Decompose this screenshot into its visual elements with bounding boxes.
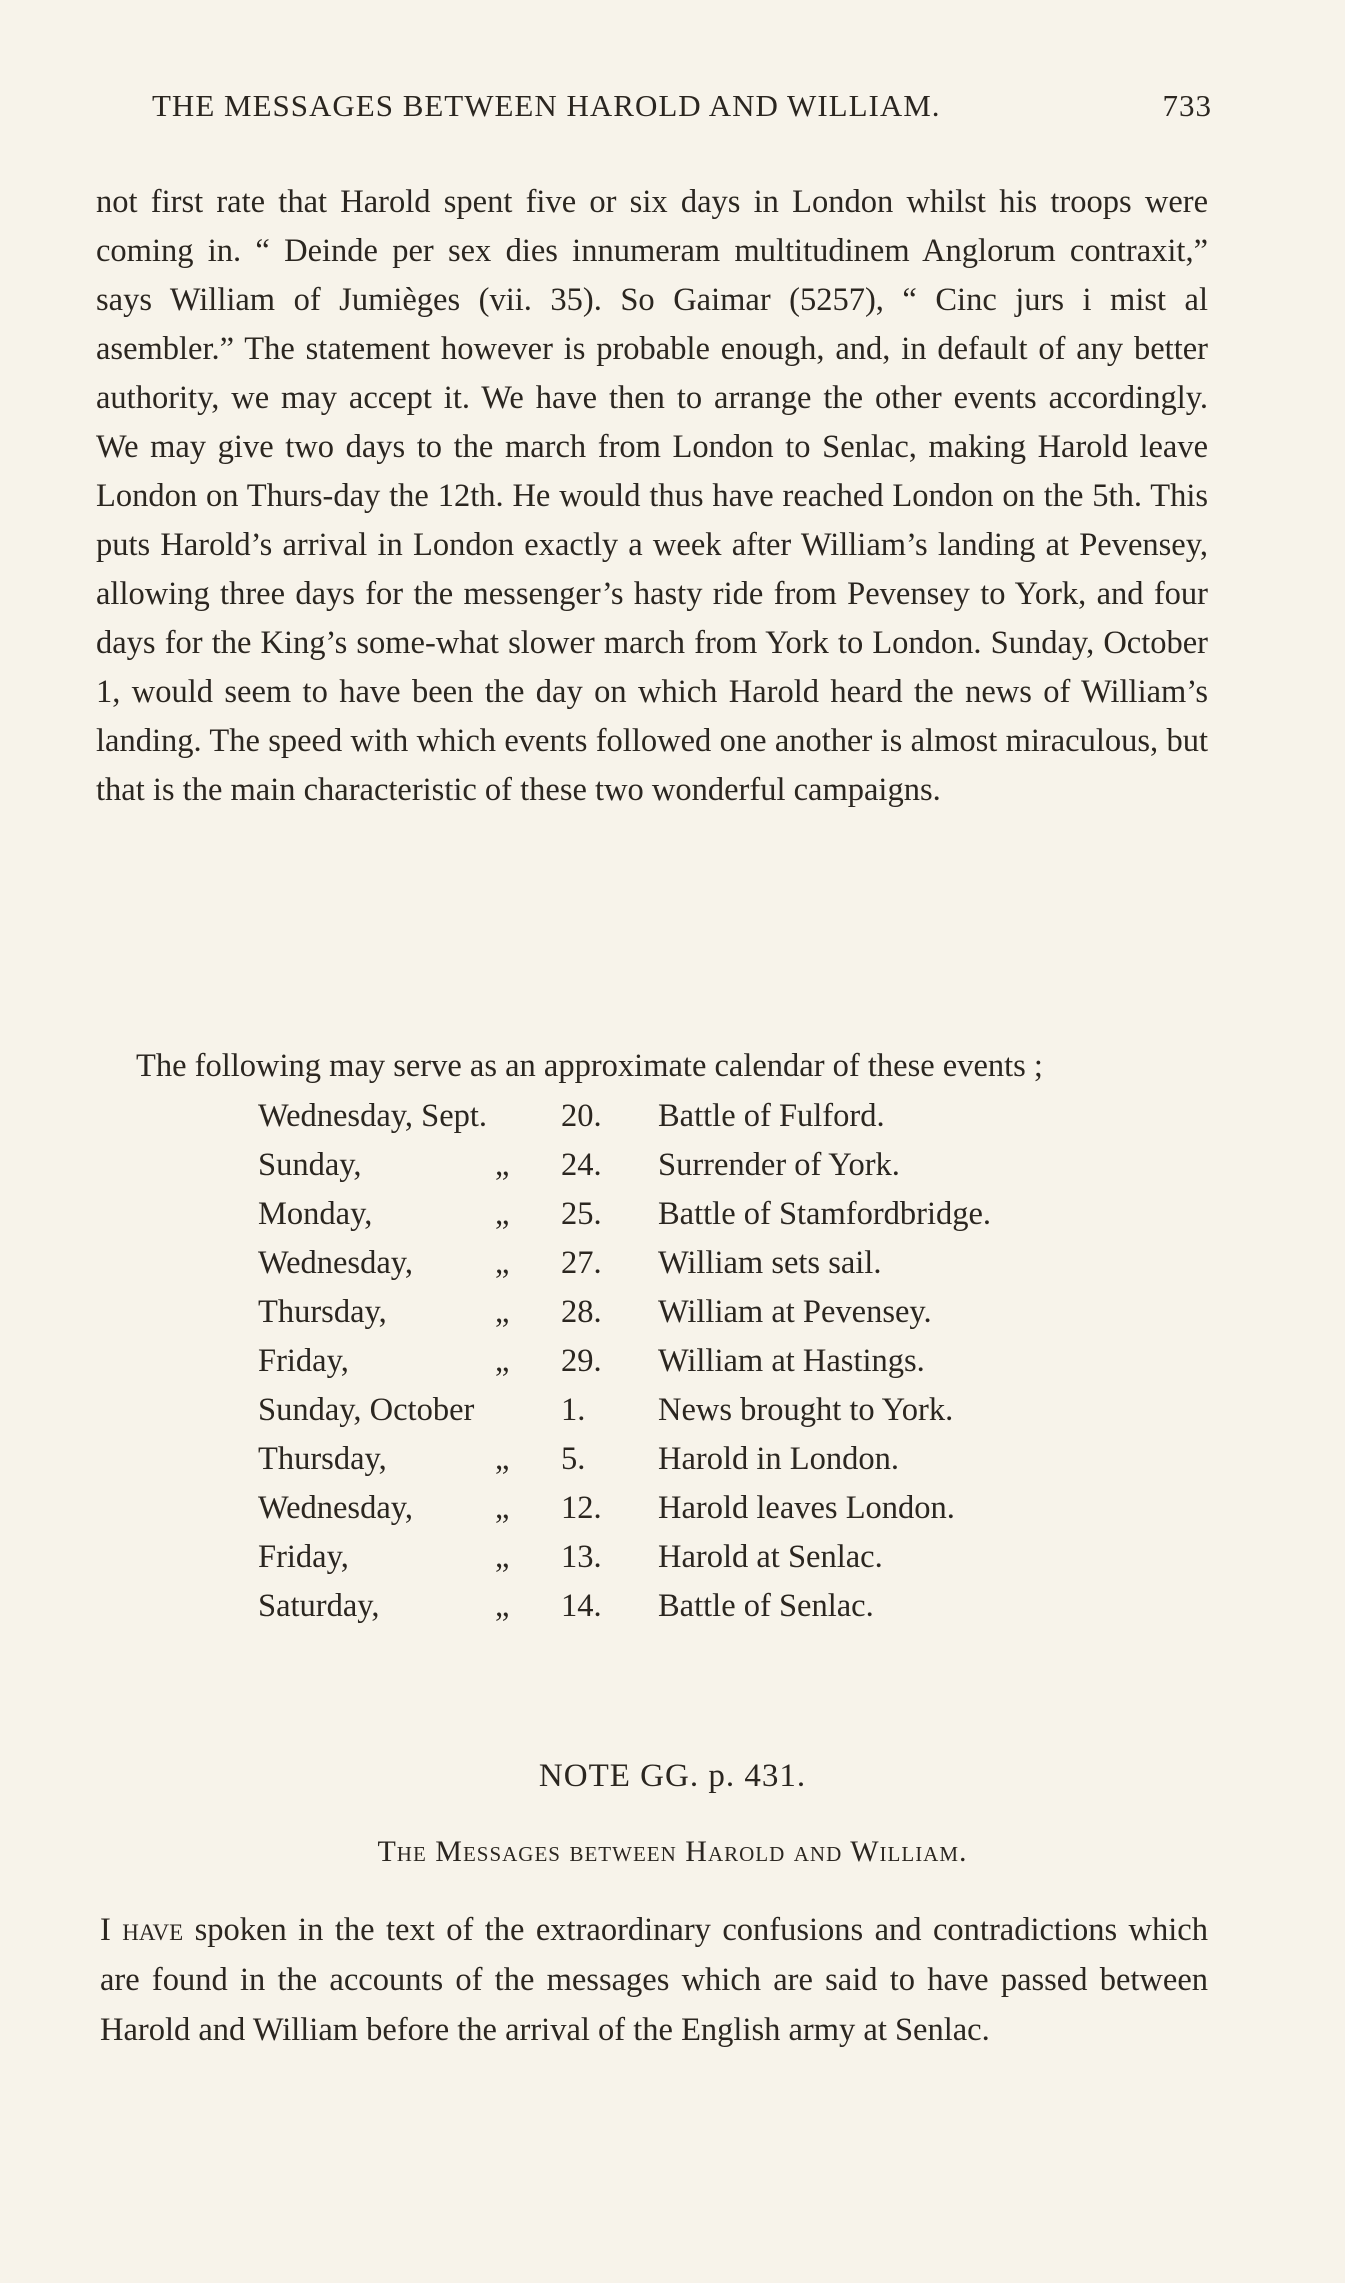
calendar-date: 20. [561,1098,602,1134]
calendar-day: Friday, [258,1343,349,1379]
calendar-date: 1. [561,1392,586,1428]
calendar-row [258,1386,1158,1435]
calendar-event: Surrender of York. [658,1147,900,1183]
calendar-date: 24. [561,1147,602,1183]
calendar-event: William at Hastings. [658,1343,925,1379]
calendar-ditto-mark: „ [495,1539,510,1575]
calendar-event: William sets sail. [658,1245,882,1281]
calendar-event: Harold in London. [658,1441,900,1477]
calendar-ditto-mark: „ [495,1245,510,1281]
calendar-ditto-mark: „ [495,1343,510,1379]
calendar-row [258,1533,1158,1582]
calendar-row [258,1582,1158,1631]
calendar-row [258,1288,1158,1337]
calendar-event: Battle of Fulford. [658,1098,885,1134]
calendar-table [258,1092,1158,1631]
calendar-ditto-mark: „ [495,1196,510,1232]
calendar-ditto-mark: „ [495,1294,510,1330]
calendar-ditto-mark: „ [495,1588,510,1624]
calendar-row [258,1435,1158,1484]
calendar-date: 29. [561,1343,602,1379]
calendar-day: Sunday, October [258,1392,475,1428]
calendar-day: Saturday, [258,1588,380,1624]
calendar-event: News brought to York. [658,1392,954,1428]
calendar-row [258,1190,1158,1239]
calendar-event: Harold at Senlac. [658,1539,883,1575]
calendar-day: Wednesday, [258,1490,414,1526]
note-lead-words: I have [100,1912,184,1948]
calendar-date: 14. [561,1588,602,1624]
calendar-date: 27. [561,1245,602,1281]
calendar-row [258,1239,1158,1288]
running-head-title: THE MESSAGES BETWEEN HAROLD AND WILLIAM. [152,88,941,123]
calendar-row [258,1141,1158,1190]
calendar-intro [96,1042,1208,1091]
calendar-row [258,1092,1158,1141]
calendar-date: 13. [561,1539,602,1575]
note-body-text: spoken in the text of the extraordinary confusions and contradictions which are found in the accounts of the messages which are said to have passed between Harold and William before the arrival of the English army at Senlac. [100,1912,1208,2048]
calendar-day: Wednesday, [258,1245,414,1281]
calendar-event: Battle of Stamfordbridge. [658,1196,992,1232]
note-heading: NOTE GG. p. 431. [538,1758,807,1794]
calendar-day: Thursday, [258,1294,387,1330]
calendar-event: Battle of Senlac. [658,1588,874,1624]
note-subheading: The Messages between Harold and William. [377,1835,968,1868]
calendar-row [258,1337,1158,1386]
calendar-day: Sunday, [258,1147,362,1183]
calendar-event: William at Pevensey. [658,1294,932,1330]
calendar-ditto-mark: „ [495,1147,510,1183]
calendar-event: Harold leaves London. [658,1490,955,1526]
calendar-date: 25. [561,1196,602,1232]
calendar-day: Monday, [258,1196,373,1232]
calendar-ditto-mark: „ [495,1441,510,1477]
calendar-row [258,1484,1158,1533]
page-number: 733 [1162,88,1212,123]
calendar-date: 12. [561,1490,602,1526]
body-paragraph-1: not first rate that Harold spent five or six days in London whilst his troops were coming in. “ Deinde per sex dies innumeram multitudinem Anglorum contraxit,” says William of Jumièges (vii. 35). So Gaimar (5257), “ Cinc jurs i mist al asembler.” The statement however is probable enough, and, in default of any better authority, we may accept it. We have then to arrange the other events accordingly. We may give two days to the march from London to Senlac, making Harold leave London on Thurs-day the 12th. He would thus have reached London on the 5th. This puts Harold’s arrival in London exactly a week after William’s landing at Pevensey, allowing three days for the messenger’s hasty ride from Pevensey to York, and four days for the King’s some-what slower march from York to London. Sunday, October 1, would seem to have been the day on which Harold heard the news of William’s landing. The speed with which events followed one another is almost miraculous, but that is the main characteristic of these two wonderful campaigns. [96,184,1208,808]
calendar-date: 28. [561,1294,602,1330]
calendar-day: Wednesday, Sept. [258,1098,488,1134]
calendar-intro-text: The following may serve as an approximate calendar of these events ; [136,1048,1043,1084]
calendar-ditto-mark: „ [495,1490,510,1526]
calendar-date: 5. [561,1441,586,1477]
calendar-day: Friday, [258,1539,349,1575]
calendar-day: Thursday, [258,1441,387,1477]
body-paragraph-2 [100,1905,1208,2055]
